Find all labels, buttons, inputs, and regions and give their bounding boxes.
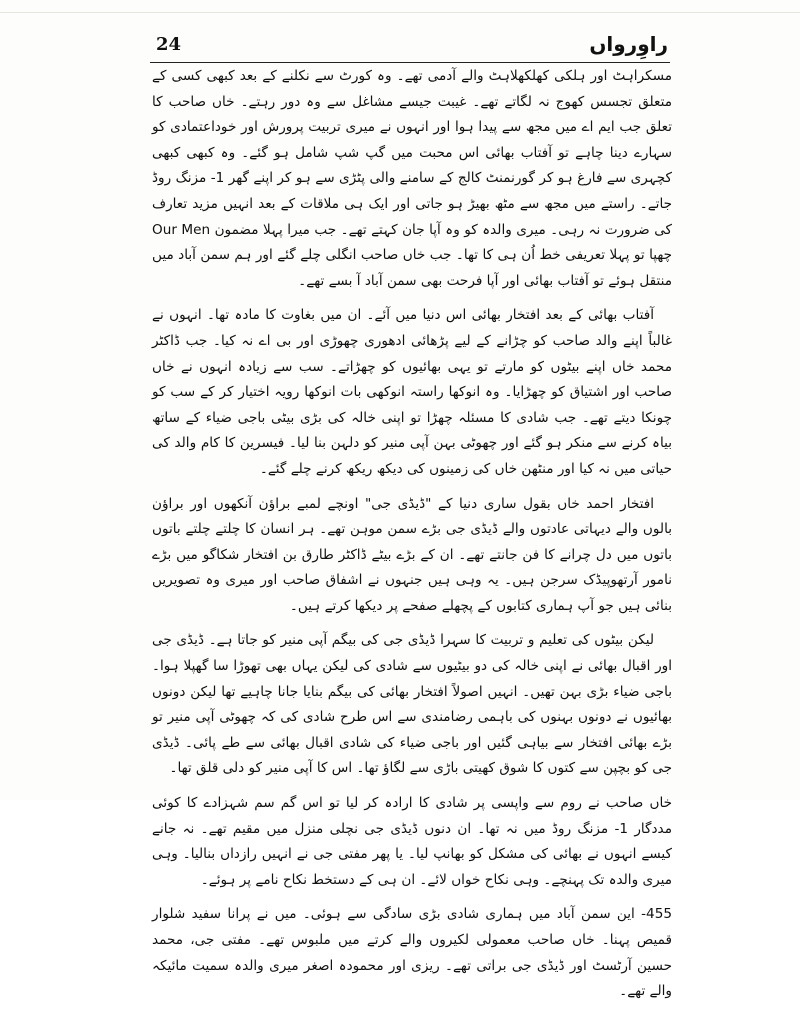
page-header xyxy=(150,34,670,58)
page-number: 24 xyxy=(156,34,182,55)
paragraph-6: 455- این سمن آباد میں ہماری شادی بڑی سادگی سے ہوئی۔ میں نے پرانا سفید شلوار قمیص پہنا۔ خاں صاحب معمولی لکیروں والے کرتے میں ملبوس تھے۔ مفتی جی، محمد حسین آرٹسٹ اور ڈیڈی جی براتی تھے۔ ریزی اور محمودہ اصغر میری والدہ سمیت مائیکہ والے تھے۔ xyxy=(152,906,672,1000)
paragraph-1: مسکراہٹ اور ہلکی کھلکھلاہٹ والے آدمی تھے۔ وہ کورٹ سے نکلنے کے بعد کبھی کسی کے متعلق تجسس کھوج نہ لگاتے تھے۔ غیبت جیسے مشاغل سے وہ دور رہتے۔ خاں صاحب کا تعلق جب ایم اے میں مجھ سے پیدا ہوا اور انہوں نے میری تربیت پرورش اور خوداعتمادی کو سہارے دینا چاہے تو آفتاب بھائی اس محبت میں گپ شپ شامل ہو گئے۔ وہ کبھی کبھی کچہری سے فارغ ہو کر گورنمنٹ کالج کے سامنے والی پٹڑی سے ہو کر اپنے گھر 1- مزنگ روڈ جاتے۔ راستے میں مجھ سے مٹھ بھیڑ ہو جاتی اور ایک ہی ملاقات کے بعد انہیں مزید تعارف کی ضرورت نہ رہی۔ میری والدہ کو وہ آپا جان کہتے تھے۔ جب میرا پہلا مضمون Our Men چھپا تو پہلا تعریفی خط اُن ہی کا تھا۔ جب خاں صاحب انگلی چلے گئے اور ہم سمن آباد میں منتقل ہوئے تو آفتاب بھائی اور آپا فرحت بھی سمن آباد آ بسے تھے۔ xyxy=(152,68,672,289)
paragraph-3: افتخار احمد خاں بقول ساری دنیا کے "ڈیڈی جی" اونچے لمبے براؤن آنکھوں اور براؤن بالوں والے دیہاتی عادتوں والے ڈیڈی جی بڑے سمن موہن تھے۔ ہر انسان کا چلتے چلتے باتوں باتوں میں دل چرانے کا فن جانتے تھے۔ ان کے بڑے بیٹے ڈاکٹر طارق بن افتخار شکاگو میں بڑے نامور آرتھوپیڈک سرجن ہیں۔ یہ وہی ہیں جنہوں نے اشفاق صاحب اور میری وہ تصویریں بنائی ہیں جو آپ ہماری کتابوں کے پچھلے صفحے پر دیکھا کرتے ہیں۔ xyxy=(152,495,672,614)
paragraph-4: لیکن بیٹوں کی تعلیم و تربیت کا سہرا ڈیڈی جی کی بیگم آپی منیر کو جاتا ہے۔ ڈیڈی جی اور اقبال بھائی نے اپنی خالہ کی دو بیٹیوں سے شادی کی لیکن یہاں بھی تھوڑا سا گھپلا ہوا۔ باجی ضیاء بڑی بہن تھیں۔ انہیں اصولاً افتخار بھائی کی بیگم بنایا جانا چاہیے تھا لیکن دونوں بھائیوں نے دونوں بہنوں کی باہمی رضامندی سے اس طرح شادی کی کہ چھوٹی آپی منیر تو بڑے بھائی افتخار سے بیاہی گئیں اور باجی ضیاء کی شادی اقبال بھائی سے طے پائی۔ ڈیڈی جی کو بچپن سے کتوں کا شوق کھیتی باڑی سے لگاؤ تھا۔ اس کا آپی منیر کو دلی قلق تھا۔ xyxy=(152,632,672,777)
running-title: راوِرواں xyxy=(589,32,668,56)
scan-edge-line xyxy=(0,12,800,13)
body-text xyxy=(152,64,672,1014)
paragraph-2: آفتاب بھائی کے بعد افتخار بھائی اس دنیا میں آئے۔ ان میں بغاوت کا مادہ تھا۔ انہوں نے غالباً اپنے والد صاحب کو چڑانے کے لیے پڑھائی ادھوری چھوڑی اور بی اے نہ کیا۔ جب ڈاکٹر محمد خاں اپنے بیٹوں کو مارتے تو یہی بھائیوں کو چھڑاتے۔ سب سے زیادہ انہوں نے خاں صاحب اور اشتیاق کو چھڑایا۔ وہ انوکھا راستہ انوکھی بات انوکھا رویہ اختیار کر کے سب کو چونکا دیتے تھے۔ جب شادی کا مسئلہ چھڑا تو اپنی خالہ کی بڑی بیٹی باجی ضیاء کے ساتھ بیاہ کرنے سے منکر ہو گئے اور چھوٹی بہن آپی منیر کو دلہن بنا لیا۔ فیسرین کا کام والد کی حیاتی میں نہ کیا اور منٹھن خاں کی زمینوں کی دیکھ ریکھ کرنے چلے گئے۔ xyxy=(152,307,672,477)
paragraph-5: خاں صاحب نے روم سے واپسی پر شادی کا ارادہ کر لیا تو اس گم سم شہزادے کا کوئی مددگار 1- مزنگ روڈ میں نہ تھا۔ ان دنوں ڈیڈی جی نچلی منزل میں مقیم تھے۔ نہ جانے کیسے انہوں نے بھائی کی مشکل کو بھانپ لیا۔ یا پھر مفتی جی نے انہیں رازداں بنالیا۔ وہی میری والدہ تک پہنچے۔ وہی نکاح خواں لائے۔ ان ہی کے دستخط نکاح نامے پر ہوئے۔ xyxy=(152,795,672,888)
header-rule xyxy=(150,62,670,63)
